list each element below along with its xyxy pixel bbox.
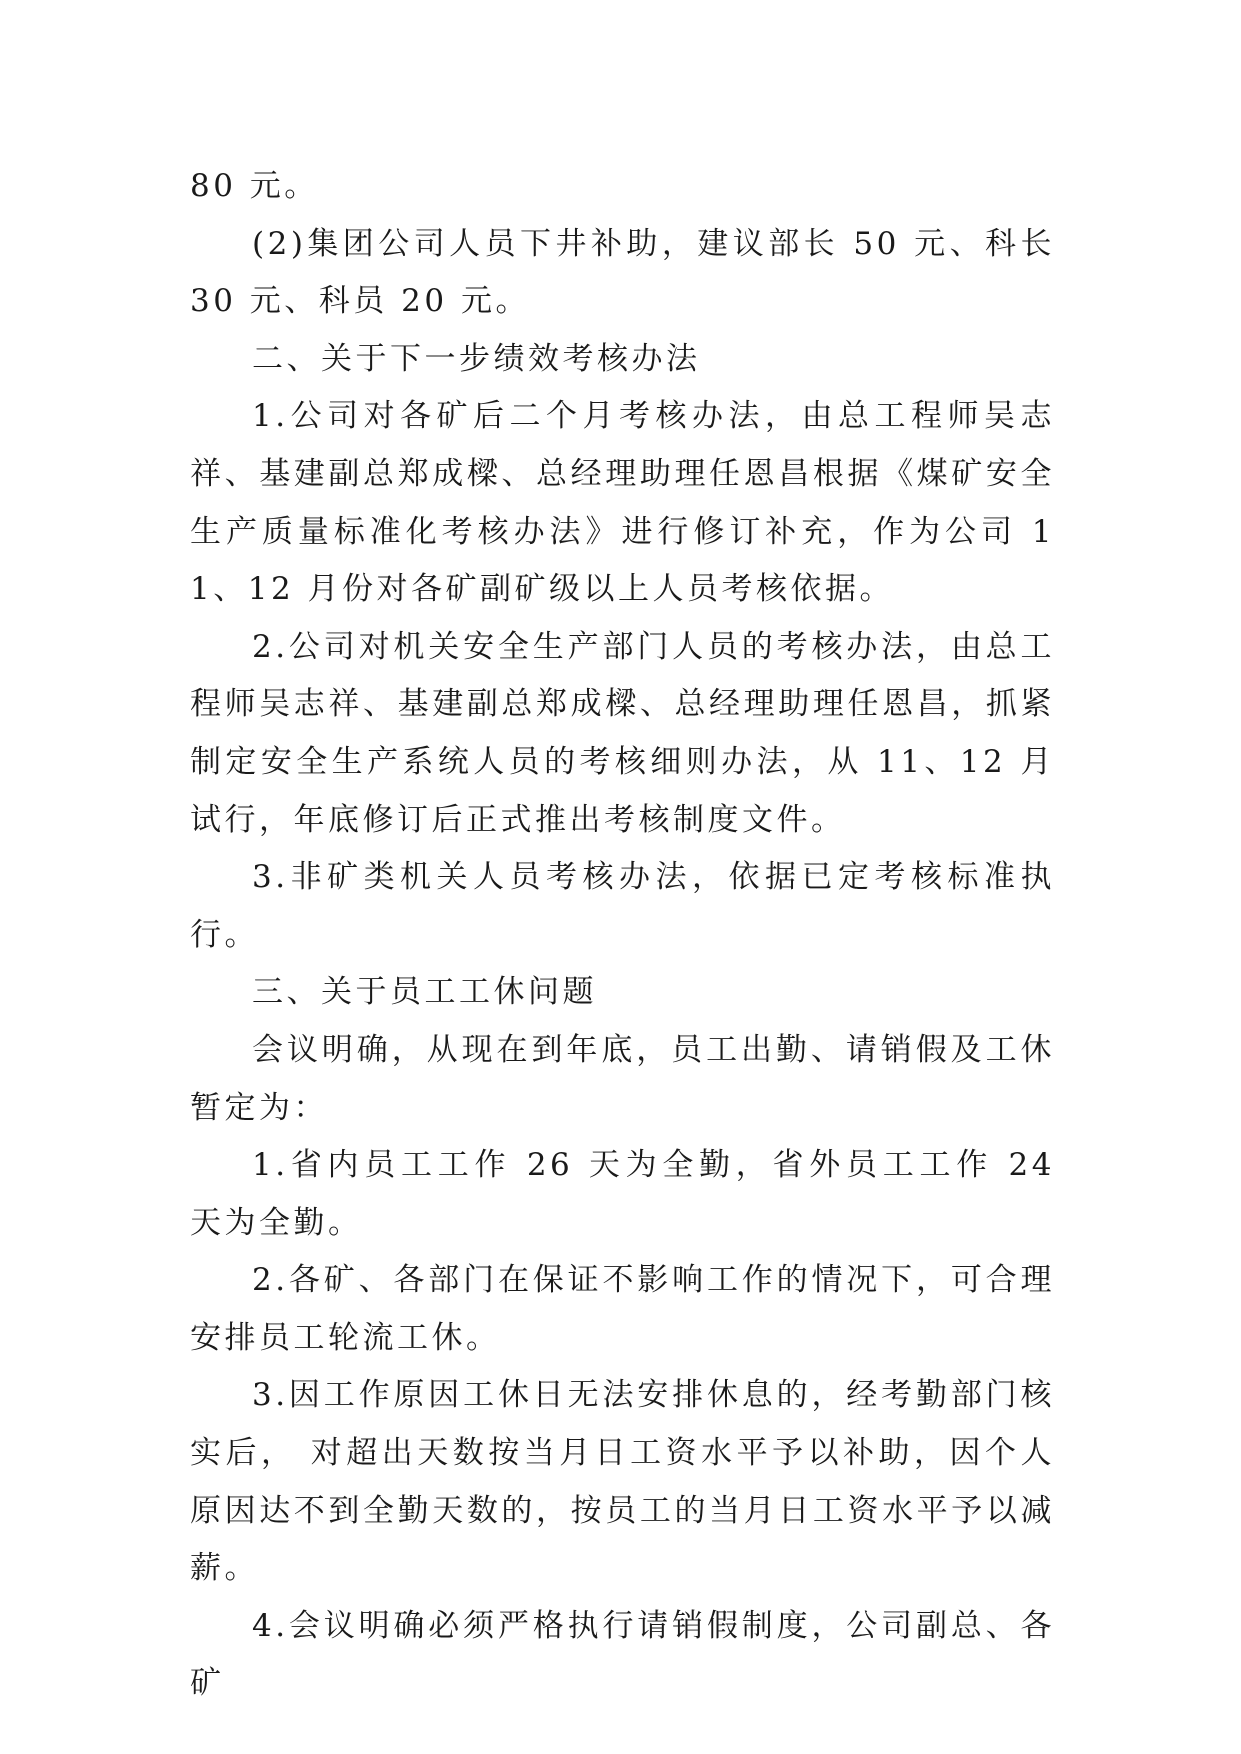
- paragraph-performance-3: 3.非矿类机关人员考核办法，依据已定考核标准执行。: [190, 859, 1055, 953]
- paragraph-rest-4: 4.会议明确必须严格执行请销假制度，公司副总、各矿: [190, 1607, 1055, 1702]
- paragraph-rest-1: 1.省内员工工作 26 天为全勤，省外员工工作 24 天为全勤。: [190, 1147, 1055, 1241]
- paragraph-performance-2: 2.公司对机关安全生产部门人员的考核办法，由总工程师吴志祥、基建副总郑成樑、总经理助理任恩昌，抓紧制定安全生产系统人员的考核细则办法，从 11、12 月试行，年底修订后正式推出考核制度文件。: [190, 628, 1055, 838]
- paragraph-continuation: 80 元。: [190, 168, 319, 204]
- paragraph-rest-intro: 会议明确，从现在到年底，员工出勤、请销假及工休暂定为：: [190, 1031, 1055, 1126]
- document-body: [190, 158, 1055, 1713]
- section-heading-rest-days: 三、关于员工工休问题: [252, 974, 597, 1011]
- paragraph-subsidy-headquarters: (2)集团公司人员下井补助，建议部长 50 元、科长 30 元、科员 20 元。: [190, 225, 1055, 320]
- paragraph-rest-2: 2.各矿、各部门在保证不影响工作的情况下，可合理安排员工轮流工休。: [190, 1262, 1055, 1356]
- paragraph-rest-3: 3.因工作原因工休日无法安排休息的，经考勤部门核实后， 对超出天数按当月日工资水平予以补助，因个人原因达不到全勤天数的，按员工的当月日工资水平予以减薪。: [190, 1377, 1055, 1587]
- section-heading-performance: 二、关于下一步绩效考核办法: [252, 340, 701, 377]
- paragraph-performance-1: 1.公司对各矿后二个月考核办法，由总工程师吴志祥、基建副总郑成樑、总经理助理任恩昌根据《煤矿安全生产质量标准化考核办法》进行修订补充，作为公司 11、12 月份对各矿副矿级以上人员考核依据。: [190, 398, 1055, 608]
